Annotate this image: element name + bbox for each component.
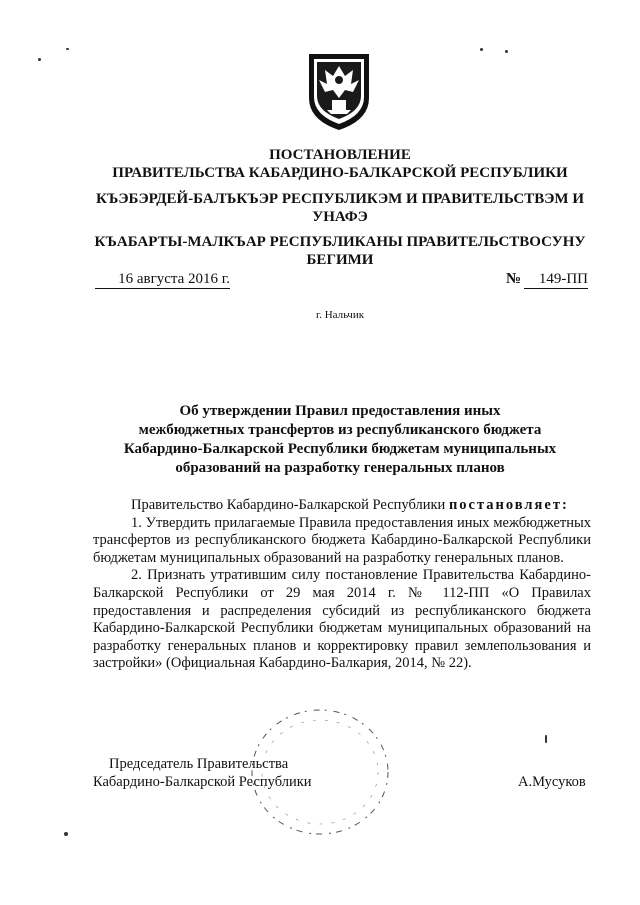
heading-line: ПОСТАНОВЛЕНИЕ	[269, 147, 411, 163]
clause-2: 2. Признать утратившим силу постановление Правительства Кабардино-Балкарской Республики от 29 мая 2014 г. № 112-ПП «О Правилах предоставления и распределения субсидий из республиканского бюджета Кабардино-Балкарской Республики бюджетам муниципальных образований на разработку генеральных планов и корректировку правил землепользования и застройки» (Официальная Кабардино-Балкария, 2014, № 22).	[93, 567, 591, 672]
scan-speck	[505, 50, 508, 53]
heading-line: УНАФЭ	[312, 209, 368, 225]
scan-speck	[480, 48, 483, 51]
signatory-name: А.Мусуков	[518, 774, 586, 790]
position-line: Кабардино-Балкарской Республики	[93, 773, 312, 790]
heading-line: ПРАВИТЕЛЬСТВА КАБАРДИНО-БАЛКАРСКОЙ РЕСПУБЛИКИ	[112, 165, 568, 181]
heading-line: КЪЭБЭРДЕЙ-БАЛЪКЪЭР РЕСПУБЛИКЭМ И ПРАВИТЕЛЬСТВЭМ И	[96, 191, 584, 207]
title-line: межбюджетных трансфертов из республиканского бюджета	[138, 422, 542, 438]
clause-1: 1. Утвердить прилагаемые Правила предоставления иных межбюджетных трансфертов из республиканского бюджета Кабардино-Балкарской Республики бюджетам муниципальных образований на разработку генеральных планов.	[93, 514, 591, 566]
intro-paragraph	[93, 497, 591, 515]
title-line: Об утверждении Правил предоставления иных	[179, 403, 501, 419]
title-line: образований на разработку генеральных планов	[175, 460, 505, 476]
document-body	[93, 497, 591, 673]
document-number: 149-ПП	[524, 271, 588, 289]
scan-speck	[38, 58, 41, 61]
scan-speck	[545, 735, 547, 743]
signatory-position	[93, 756, 312, 791]
resolves-word: постановляет:	[448, 497, 569, 513]
balkar-heading	[80, 233, 600, 269]
position-line: Председатель Правительства	[109, 756, 289, 772]
number-label: №	[506, 271, 522, 287]
city-label: г. Нальчик	[315, 309, 365, 321]
scan-speck	[64, 832, 68, 836]
scan-speck	[66, 48, 69, 50]
kabardian-heading	[80, 190, 600, 226]
document-type-heading	[80, 146, 600, 182]
intro-text: Правительство Кабардино-Балкарской Республики	[131, 497, 449, 513]
title-line: Кабардино-Балкарской Республики бюджетам муниципальных	[123, 441, 557, 457]
document-title	[80, 402, 600, 478]
coat-of-arms-emblem	[303, 50, 375, 132]
document-date: 16 августа 2016 г.	[95, 271, 230, 289]
heading-line: БЕГИМИ	[306, 252, 374, 268]
heading-line: КЪАБАРТЫ-МАЛКЪАР РЕСПУБЛИКАНЫ ПРАВИТЕЛЬСТВОСУНУ	[94, 234, 586, 250]
